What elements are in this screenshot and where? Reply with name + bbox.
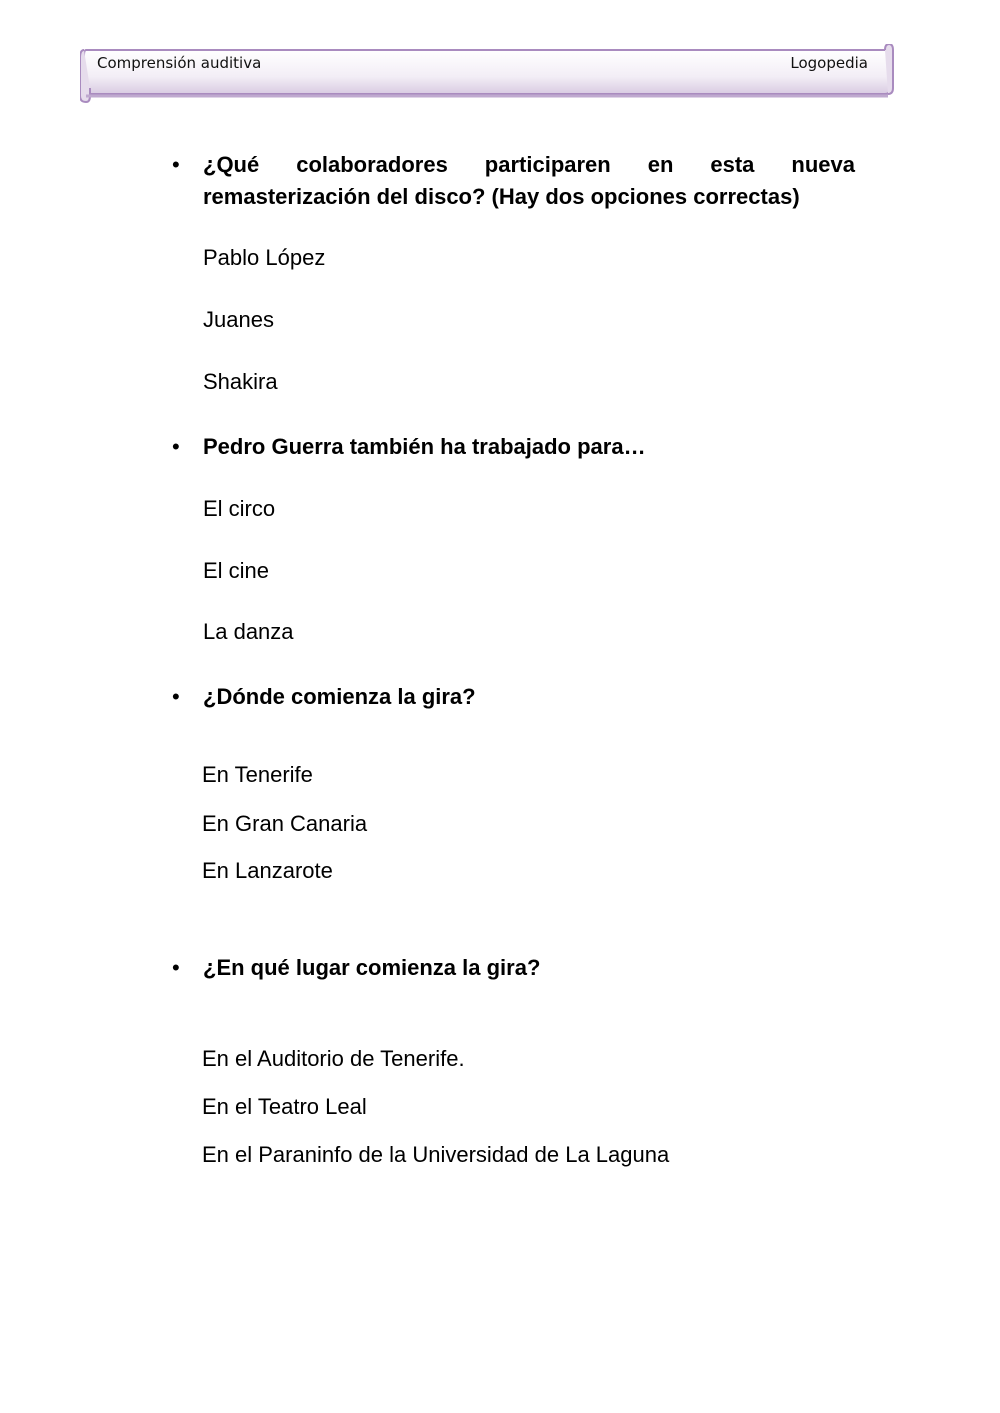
option-4-1: En el Auditorio de Tenerife. [202, 1046, 465, 1071]
option-3-3: En Lanzarote [202, 858, 333, 883]
question-2 [172, 431, 855, 463]
question-3 [172, 681, 855, 713]
option-4-2: En el Teatro Leal [202, 1094, 367, 1119]
option-3-2: En Gran Canaria [202, 811, 368, 836]
option-1-1: Pablo López [203, 245, 326, 270]
option-1-3: Shakira [203, 369, 278, 394]
question-text: ¿En qué lugar comienza la gira? [203, 955, 541, 980]
question-1 [172, 149, 855, 213]
scroll-banner-shape [80, 44, 895, 104]
question-text: ¿Qué colaboradores participaren en esta nueva remasterización del disco? (Hay dos opciones correctas) [203, 152, 855, 209]
question-text: ¿Dónde comienza la gira? [203, 684, 476, 709]
option-2-3: La danza [203, 619, 294, 644]
question-text: Pedro Guerra también ha trabajado para… [203, 434, 646, 459]
header-title-left: Comprensión auditiva [97, 54, 262, 72]
option-2-2: El cine [203, 558, 270, 583]
bullet-icon: • [172, 152, 180, 177]
option-2-1: El circo [203, 496, 276, 521]
bullet-icon: • [172, 434, 180, 459]
header-title-right: Logopedia [790, 54, 868, 72]
option-1-2: Juanes [203, 307, 274, 332]
question-4 [172, 952, 855, 984]
bullet-icon: • [172, 955, 180, 980]
bullet-icon: • [172, 684, 180, 709]
header-banner [80, 44, 890, 94]
option-4-3: En el Paraninfo de la Universidad de La Laguna [202, 1142, 670, 1167]
option-3-1: En Tenerife [202, 762, 313, 787]
